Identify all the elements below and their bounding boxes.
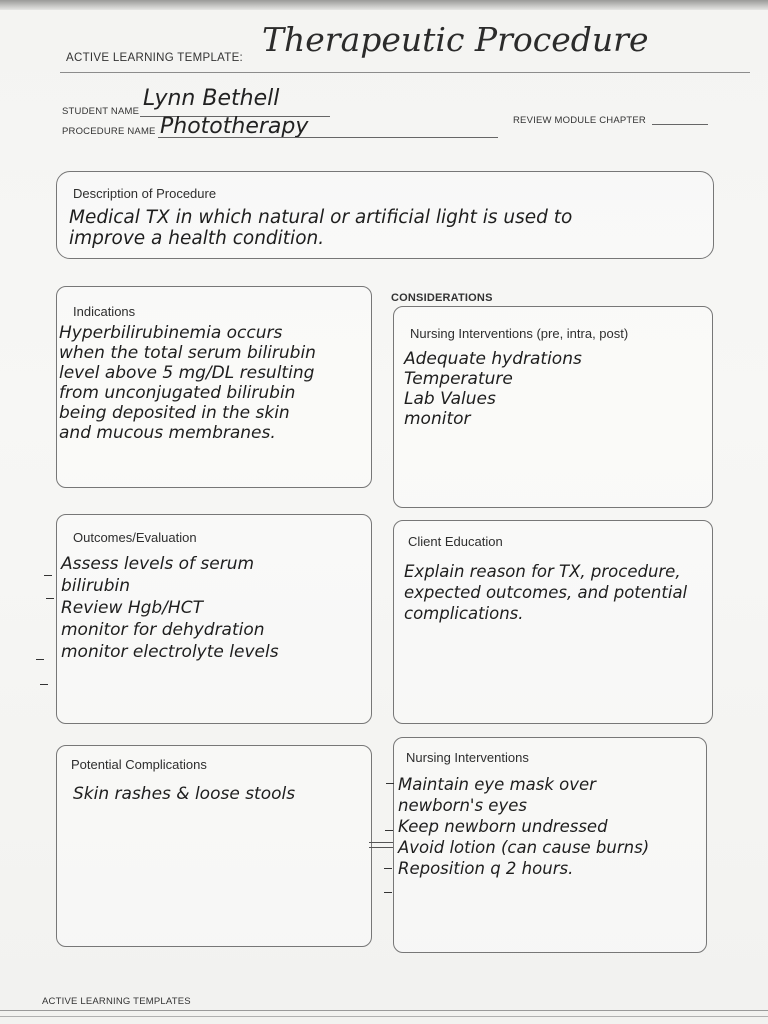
header-rule (60, 72, 750, 73)
review-module-label: REVIEW MODULE CHAPTER (513, 115, 646, 126)
nursing-interventions-line: Keep newborn undressed (398, 817, 608, 836)
intervention-dash (386, 783, 394, 784)
outcomes-line: Assess levels of serum (61, 554, 255, 574)
client-education-box (393, 520, 713, 724)
potential-complications-title: Potential Complications (71, 757, 207, 772)
indications-line: from unconjugated bilirubin (59, 383, 296, 403)
outcome-dash (36, 659, 44, 660)
nursing-interventions-pip-text[interactable] (404, 349, 582, 429)
outcomes-box (56, 514, 372, 724)
client-education-title: Client Education (408, 534, 503, 549)
client-education-line: complications. (404, 604, 524, 623)
considerations-heading: CONSIDERATIONS (391, 292, 493, 304)
indications-box (56, 286, 372, 488)
procedure-name-label: PROCEDURE NAME (62, 126, 156, 137)
nursing-interventions-box (393, 737, 707, 953)
description-line: improve a health condition. (69, 228, 325, 249)
nursing-interventions-line: Maintain eye mask over (398, 775, 596, 794)
procedure-name-value[interactable]: Phototherapy (160, 114, 309, 139)
indications-title: Indications (73, 304, 136, 319)
client-education-text[interactable] (404, 561, 687, 624)
nip-line: Lab Values (404, 389, 496, 409)
indications-line: and mucous membranes. (59, 423, 276, 443)
nursing-interventions-line: Avoid lotion (can cause burns) (398, 838, 650, 857)
footer-rule (0, 1010, 768, 1011)
indications-line: being deposited in the skin (59, 403, 290, 423)
footer-rule (0, 1016, 768, 1017)
client-education-line: expected outcomes, and potential (404, 583, 688, 602)
nip-line: Adequate hydrations (404, 349, 582, 369)
potential-complications-line: Skin rashes & loose stools (73, 784, 296, 804)
outcomes-line: monitor for dehydration (61, 620, 265, 640)
student-name-label: STUDENT NAME (62, 106, 140, 117)
template-label: ACTIVE LEARNING TEMPLATE: (66, 52, 244, 64)
description-title: Description of Procedure (73, 186, 217, 201)
outcomes-line: Review Hgb/HCT (61, 598, 203, 618)
indications-text[interactable] (59, 323, 316, 443)
nursing-interventions-text[interactable] (398, 774, 649, 879)
outcome-dash (46, 598, 54, 599)
procedure-name-line (158, 137, 498, 138)
potential-complications-box (56, 745, 372, 947)
description-box (56, 171, 714, 259)
indications-line: level above 5 mg/DL resulting (59, 363, 315, 383)
student-name-value[interactable]: Lynn Bethell (143, 86, 280, 111)
potential-complications-text[interactable] (73, 784, 295, 804)
indications-line: when the total serum bilirubin (59, 343, 316, 363)
nip-line: monitor (404, 409, 471, 429)
page-top-edge (0, 0, 768, 10)
outcomes-text[interactable] (61, 553, 279, 663)
description-line: Medical TX in which natural or artificial light is used to (69, 207, 573, 228)
outcome-dash (40, 684, 48, 685)
intervention-dash (384, 868, 392, 869)
nursing-interventions-line: newborn's eyes (398, 796, 527, 815)
outcomes-line: monitor electrolyte levels (61, 642, 279, 662)
footer-label: ACTIVE LEARNING TEMPLATES (42, 996, 191, 1007)
connector-line (369, 847, 393, 858)
outcomes-line: bilirubin (61, 576, 131, 596)
client-education-line: Explain reason for TX, procedure, (404, 562, 681, 581)
nursing-interventions-line: Reposition q 2 hours. (398, 859, 574, 878)
outcome-dash (44, 575, 52, 576)
nursing-interventions-title: Nursing Interventions (406, 750, 529, 765)
intervention-dash (384, 892, 392, 893)
page-title: Therapeutic Procedure (262, 20, 649, 59)
indications-line: Hyperbilirubinemia occurs (59, 323, 283, 343)
intervention-dash (385, 830, 393, 831)
nursing-interventions-pip-box (393, 306, 713, 508)
outcomes-title: Outcomes/Evaluation (73, 530, 197, 545)
nip-line: Temperature (404, 369, 513, 389)
nursing-interventions-pip-title: Nursing Interventions (pre, intra, post) (410, 326, 629, 341)
description-text[interactable] (69, 207, 572, 249)
review-module-line (652, 124, 708, 125)
